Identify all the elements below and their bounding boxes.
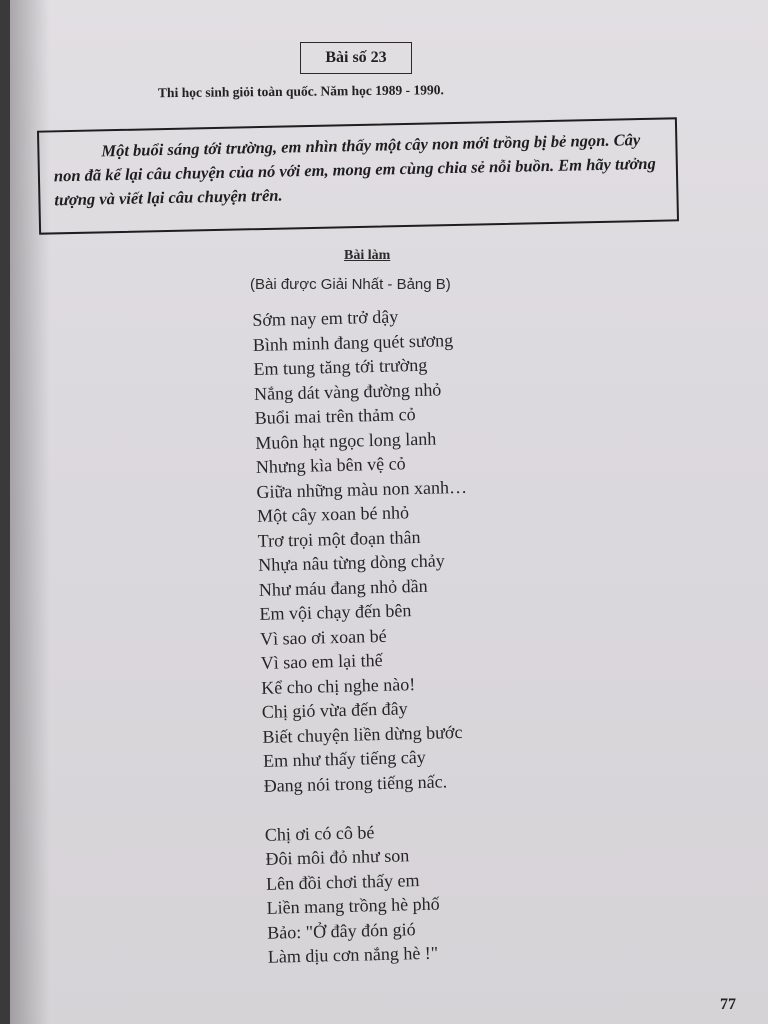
answer-heading: Bài làm (344, 248, 391, 263)
poem-line: Buổi mai trên thảm cỏ (254, 404, 416, 428)
exercise-title (300, 42, 412, 74)
poem-line: Kể cho chị nghe nào! (261, 673, 416, 698)
poem-line: Làm dịu cơn nắng hè !" (267, 942, 439, 967)
poem (252, 300, 588, 969)
poem-line: Đang nói trong tiếng nấc. (263, 770, 448, 796)
prompt-box (37, 117, 679, 234)
poem-line: Sớm nay em trở dậy (252, 306, 399, 330)
poem-line: Vì sao ơi xoan bé (259, 625, 387, 649)
poem-line: Chị ơi có cô bé (264, 821, 375, 845)
exercise-subtitle: Thi học sinh giỏi toàn quốc. Năm học 1989 - 1990. (157, 82, 444, 101)
poem-line: Nhưng kìa bên vệ cỏ (255, 453, 406, 477)
poem-line: Một cây xoan bé nhỏ (256, 502, 410, 526)
poem-line: Em vội chạy đến bên (259, 600, 412, 624)
poem-line: Biết chuyện liền dừng bước (262, 721, 463, 747)
poem-line: Trơ trọi một đoạn thân (257, 526, 421, 551)
poem-line: Bình minh đang quét sương (252, 329, 454, 355)
poem-line: Muôn hạt ngọc long lanh (255, 428, 437, 453)
poem-line: Em tung tăng tới trường (253, 354, 428, 379)
answer-note: (Bài được Giải Nhất - Bảng B) (250, 276, 451, 293)
poem-line: Nắng dát vàng đường nhỏ (253, 378, 442, 404)
book-page (10, 0, 768, 1024)
poem-line: Giữa những màu non xanh… (256, 476, 468, 502)
poem-line: Bảo: "Ở đây đón gió (267, 918, 416, 943)
poem-line: Vì sao em lại thế (260, 649, 383, 673)
poem-line: Đôi môi đỏ như son (265, 845, 410, 869)
exercise-title-text: Bài số 23 (325, 49, 387, 66)
poem-line: Liền mang trồng hè phố (266, 893, 440, 918)
poem-line: Chị gió vừa đến đây (261, 698, 408, 722)
prompt-text: Một buổi sáng tới trường, em nhìn thấy một cây non mới trồng bị bẻ ngọn. Cây non đã kể lại câu chuyện của nó với em, mong em cùng chia sẻ nỗi buồn. Em hãy tưởng tượng và viết lại câu chuyện trên. (53, 130, 656, 210)
poem-line: Em như thấy tiếng cây (262, 746, 426, 771)
poem-line: Như máu đang nhỏ dần (258, 575, 428, 600)
poem-line: Nhựa nâu từng dòng chảy (258, 550, 445, 575)
poem-line: Lên đồi chơi thấy em (265, 869, 420, 894)
page-number: 77 (720, 996, 736, 1013)
